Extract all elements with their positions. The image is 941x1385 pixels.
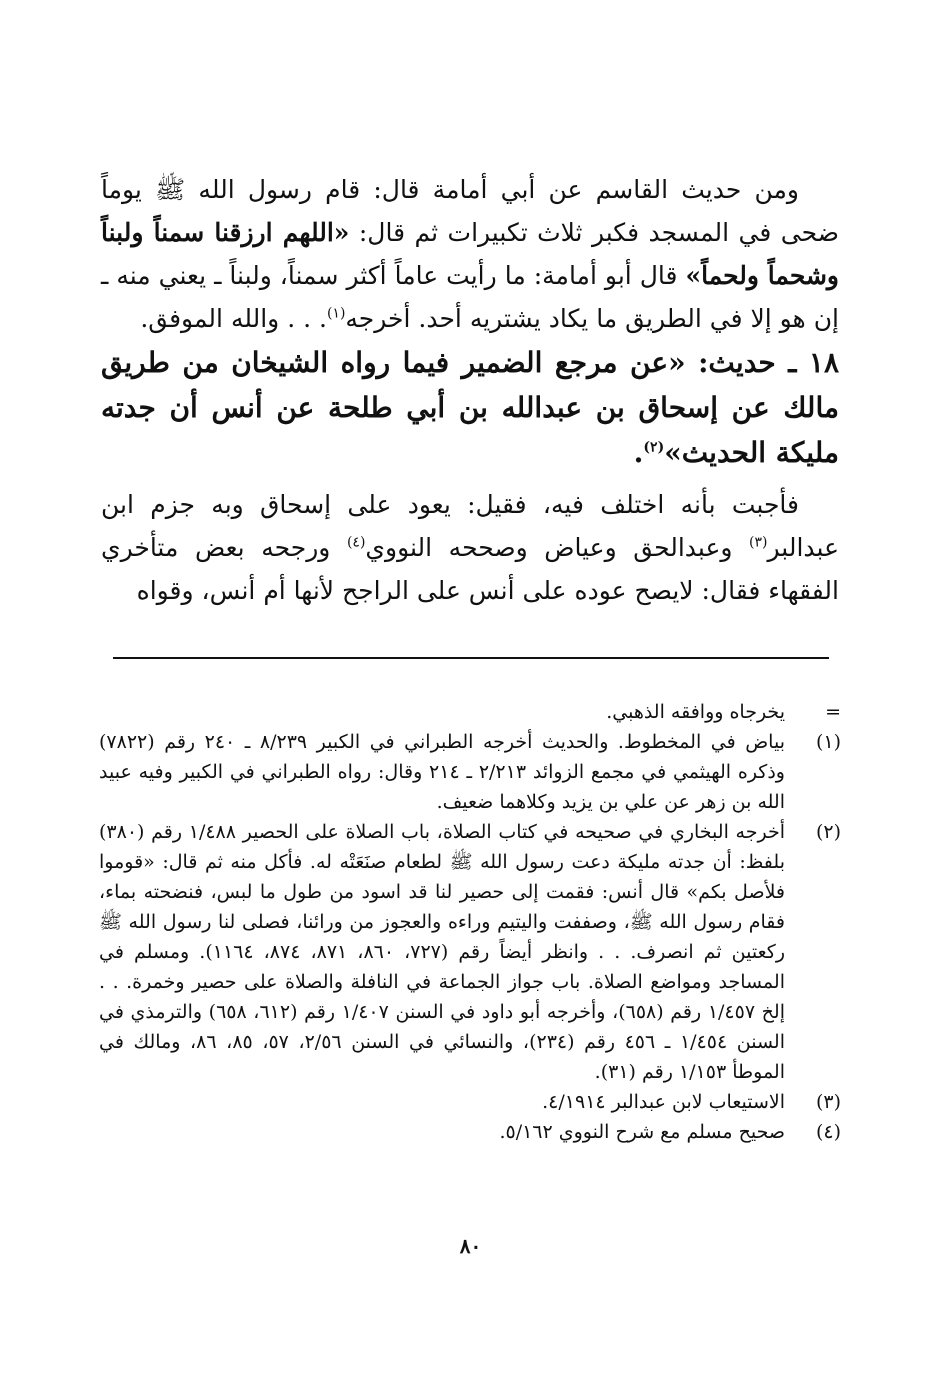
paragraph-hadith-abu-umamah	[101, 168, 839, 340]
footnotes	[99, 697, 841, 1147]
footnote-text: صحيح مسلم مع شرح النووي ٥/١٦٢.	[499, 1121, 785, 1143]
footnote-4	[99, 1117, 841, 1147]
footnote-text: يخرجاه ووافقه الذهبي.	[606, 701, 785, 723]
footnote-2	[99, 817, 841, 1087]
footnote-ref-1: (١)	[326, 305, 346, 322]
footnote-text: الاستيعاب لابن عبدالبر ٤/١٩١٤.	[542, 1091, 785, 1113]
paragraph-text: . . . والله الموفق.	[140, 304, 327, 333]
paragraph-text: فأجبت بأنه اختلف فيه، فقيل: يعود على إسحاق وبه جزم ابن عبدالبر	[101, 490, 839, 562]
footnote-continuation	[99, 697, 841, 727]
footnote-separator	[113, 657, 829, 659]
paragraph-answer	[101, 483, 839, 612]
page-number: ٨٠	[459, 1234, 482, 1258]
footnote-number: (٢)	[815, 821, 841, 843]
footnote-text: أخرجه البخاري في صحيحه في كتاب الصلاة، باب الصلاة على الحصير ١/٤٨٨ رقم (٣٨٠) بلفظ: أن جدته مليكة دعت رسول الله ﷺ لطعام صنَعَتْه له. فأكل منه ثم قال: «قوموا فلأصل بكم» قال أنس: فقمت إلى حصير لنا قد اسود من طول ما لبس، فنضحته بماء، فقام رسول الله ﷺ، وصففت واليتيم وراءه والعجوز من ورائنا، فصلى لنا رسول الله ﷺ ركعتين ثم انصرف. . . وانظر أيضاً رقم (٧٢٧، ٨٦٠، ٨٧١، ٨٧٤، ١١٦٤). ومسلم في المساجد ومواضع الصلاة. باب جواز الجماعة في النافلة والصلاة على حصير وخمرة. . . إلخ ١/٤٥٧ رقم (٦٥٨)، وأخرجه أبو داود في السنن ١/٤٠٧ رقم (٦١٢، ٦٥٨) والترمذي في السنن ١/٤٥٤ ـ ٤٥٦ رقم (٢٣٤)، والنسائي في السنن ٢/٥٦، ٥٧، ٨٥، ٨٦، ومالك في الموطأ ١/١٥٣ رقم (٣١).	[99, 821, 785, 1083]
heading-end: .	[633, 436, 644, 469]
section-heading-18	[101, 340, 839, 475]
bold-quote: «اللهم ارزقنا سمناً ولبناً وشحماً ولحماً»	[101, 218, 839, 290]
paragraph-text: ومن حديث القاسم عن أبي أمامة قال: قام رسول الله ﷺ يوماً ضحى في المسجد فكبر ثلاث تكبيرات ثم قال:	[101, 175, 839, 247]
footnote-ref-2: (٢)	[643, 439, 665, 456]
footnote-1	[99, 727, 841, 817]
footnote-3	[99, 1087, 841, 1117]
paragraph-text: ورجحه بعض متأخري الفقهاء فقال: لايصح عوده على أنس على الراجح لأنها أم أنس، وقواه	[101, 533, 839, 605]
heading-text: ١٨ ـ حديث: «عن مرجع الضمير فيما رواه الشيخان من طريق مالك عن إسحاق بن عبدالله بن أبي طلحة عن أنس أن جدته مليكة الحديث»	[101, 346, 839, 469]
footnote-number: (١)	[815, 731, 841, 753]
footnote-number: =	[825, 701, 841, 723]
footnote-text: بياض في المخطوط. والحديث أخرجه الطبراني في الكبير ٨/٢٣٩ ـ ٢٤٠ رقم (٧٨٢٢) وذكره الهيثمي في مجمع الزوائد ٢/٢١٣ ـ ٢١٤ وقال: رواه الطبراني في الكبير وفيه عبيد الله بن زهر عن علي بن يزيد وكلاهما ضعيف.	[99, 731, 785, 813]
footnote-number: (٤)	[815, 1121, 841, 1143]
footnote-ref-4: (٤)	[346, 534, 366, 551]
footnote-ref-3: (٣)	[749, 534, 768, 551]
paragraph-text: قال أبو أمامة: ما رأيت عاماً أكثر سمناً، ولبناً ـ يعني منه ـ إن هو إلا في الطريق ما يكاد يشتريه أحد. أخرجه	[101, 261, 839, 333]
main-text	[101, 168, 839, 612]
footnote-number: (٣)	[815, 1091, 841, 1113]
paragraph-text: وعبدالحق وعياض وصححه النووي	[365, 533, 750, 562]
